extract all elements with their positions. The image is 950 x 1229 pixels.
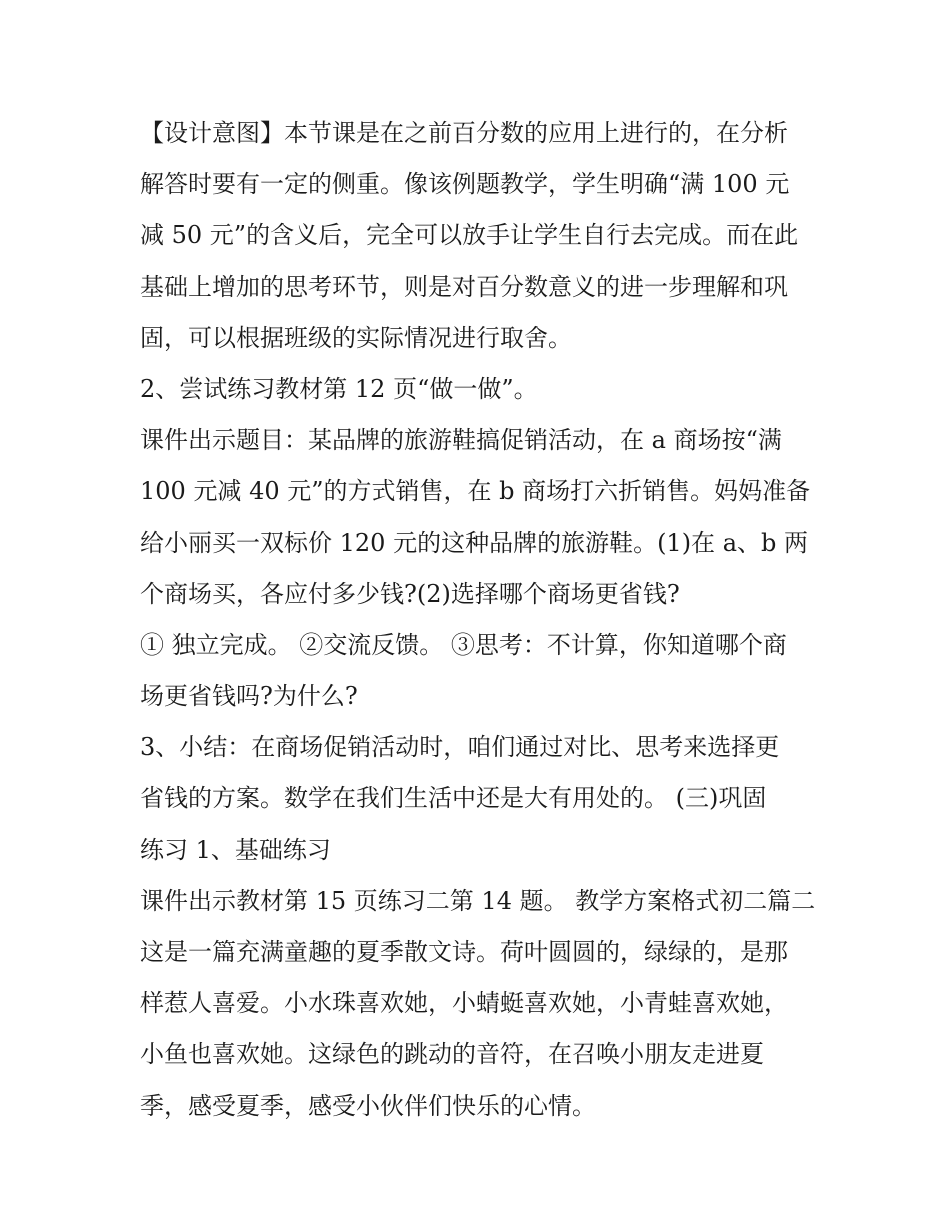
- text-line: 课件出示教材第 15 页练习二第 14 题。 教学方案格式初二篇二: [140, 886, 816, 915]
- text-line: 给小丽买一双标价 120 元的这种品牌的旅游鞋。(1)在 a、b 两: [140, 528, 808, 557]
- document-body: [140, 108, 820, 1132]
- text-line: 课件出示题目：某品牌的旅游鞋搞促销活动，在 a 商场按“满: [140, 426, 782, 455]
- text-line: 这是一篇充满童趣的夏季散文诗。荷叶圆圆的，绿绿的，是那: [140, 938, 788, 966]
- text-line: ① 独立完成。 ②交流反馈。 ③思考：不计算，你知道哪个商: [140, 630, 787, 659]
- text-line: 季，感受夏季，感受小伙伴们快乐的心情。: [140, 1091, 596, 1120]
- text-line: 小鱼也喜欢她。这绿色的跳动的音符，在召唤小朋友走进夏: [140, 1040, 764, 1069]
- text-line: 个商场买，各应付多少钱?(2)选择哪个商场更省钱?: [140, 579, 680, 608]
- text-line: 100 元减 40 元”的方式销售，在 b 商场打六折销售。妈妈准备: [140, 477, 811, 506]
- text-line: 省钱的方案。数学在我们生活中还是大有用处的。 (三)巩固: [140, 784, 767, 813]
- text-line: 固，可以根据班级的实际情况进行取舍。: [140, 323, 572, 352]
- text-line: 3、小结：在商场促销活动时，咱们通过对比、思考来选择更: [140, 733, 780, 762]
- text-line: 练习 1、基础练习: [140, 835, 331, 864]
- text-line: 【设计意图】本节课是在之前百分数的应用上进行的，在分析: [140, 119, 788, 147]
- text-line: 样惹人喜爱。小水珠喜欢她，小蜻蜓喜欢她，小青蛙喜欢她，: [140, 989, 788, 1018]
- text-line: 解答时要有一定的侧重。像该例题教学，学生明确“满 100 元: [140, 170, 790, 199]
- text-line: 基础上增加的思考环节，则是对百分数意义的进一步理解和巩: [140, 272, 788, 301]
- text-line: 场更省钱吗?为什么?: [140, 682, 358, 711]
- text-line: 减 50 元”的含义后，完全可以放手让学生自行去完成。而在此: [140, 221, 799, 250]
- text-line: 2、尝试练习教材第 12 页“做一做”。: [140, 374, 538, 403]
